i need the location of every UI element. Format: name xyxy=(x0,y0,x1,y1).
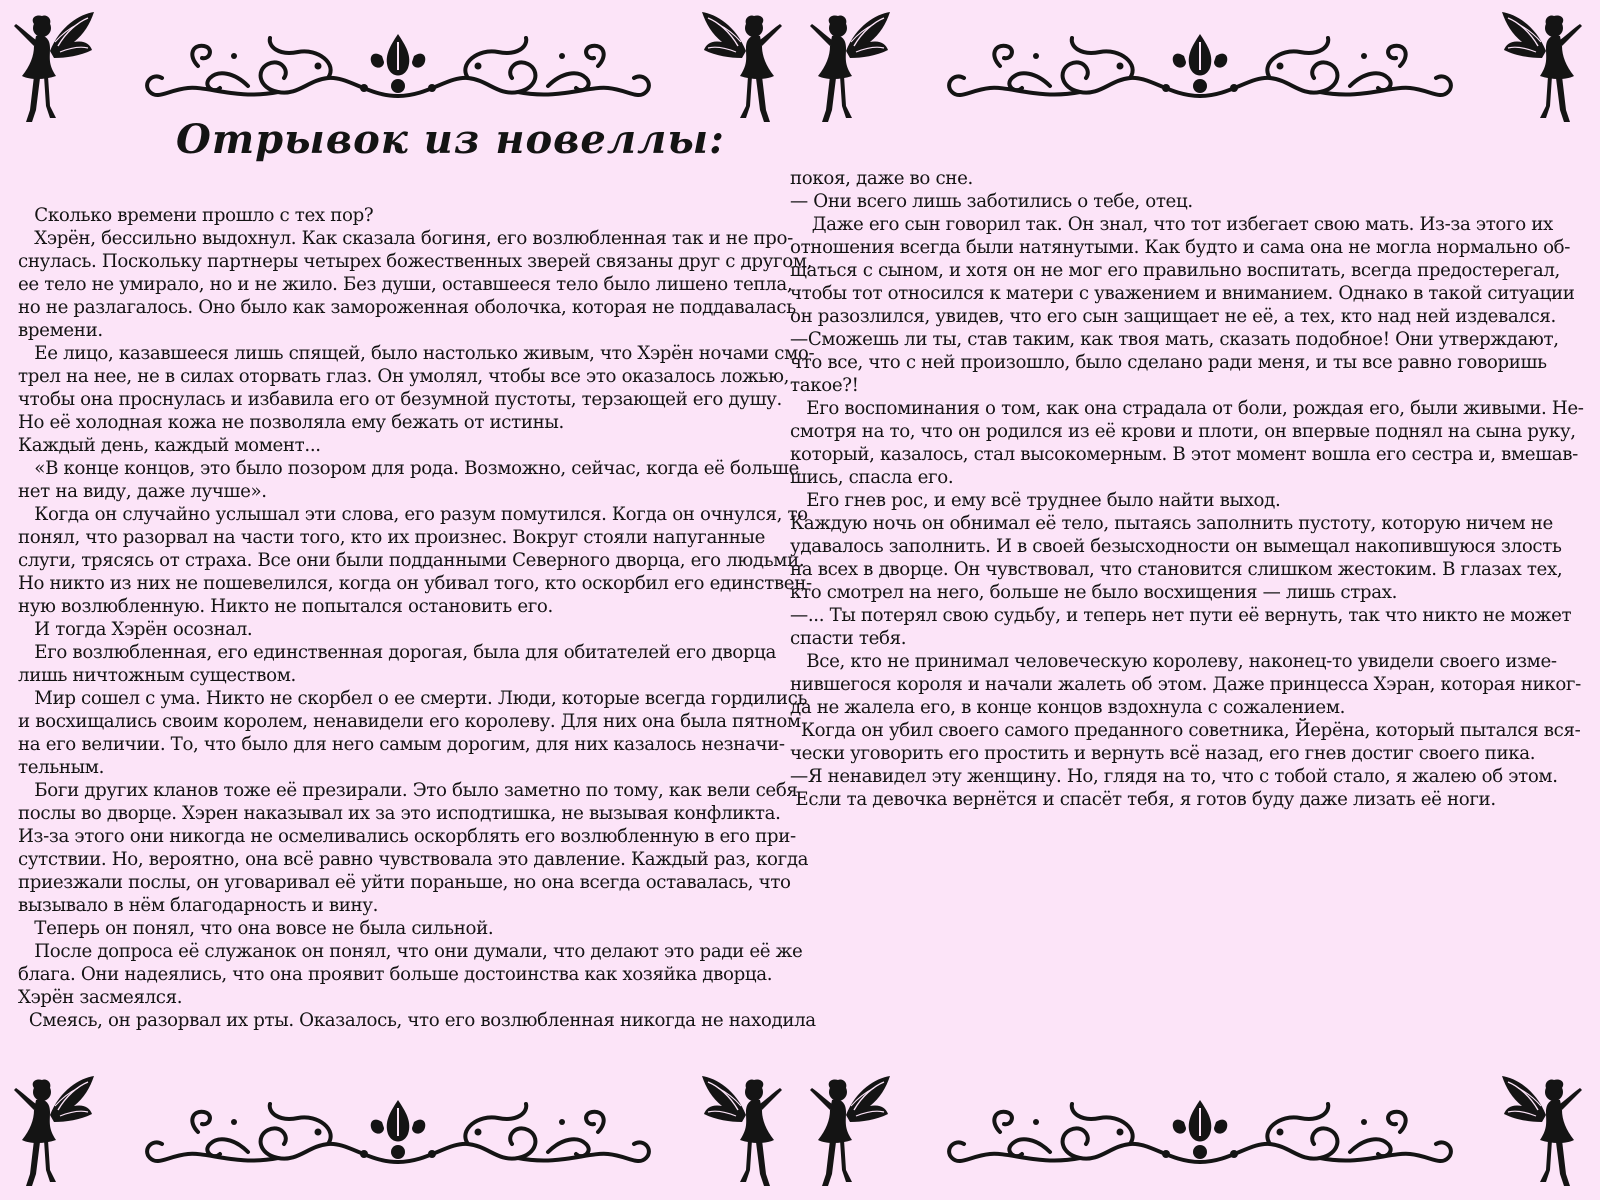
text-line: который, казалось, стал высокомерным. В этот момент вошла его сестра и, вмешав- xyxy=(790,444,1578,465)
text-line: Когда он случайно услышал эти слова, его разум помутился. Когда он очнулся, то xyxy=(18,504,808,525)
text-line: что все, что с ней произошло, было сделано ради меня, и ты все равно говоришь xyxy=(790,352,1547,373)
text-line: ную возлюбленную. Никто не попытался остановить его. xyxy=(18,596,553,617)
text-line: После допроса её служанок он понял, что они думали, что делают это ради её же xyxy=(18,941,803,962)
text-line: чтобы тот относился к матери с уважением и вниманием. Однако в такой ситуации xyxy=(790,283,1575,304)
text-line: Даже его сын говорил так. Он знал, что тот избегает свою мать. Из-за этого их xyxy=(790,214,1553,235)
text-line: чески уговорить его простить и вернуть всё назад, его гнев достиг своего пика. xyxy=(790,743,1536,764)
text-line: понял, что разорвал на части того, кто их произнес. Вокруг стояли напуганные xyxy=(18,527,766,548)
fairy-icon xyxy=(796,1070,892,1190)
text-line: Смеясь, он разорвал их рты. Оказалось, что его возлюбленная никогда не находила xyxy=(18,1010,816,1031)
ornament-swirl-icon xyxy=(138,1092,658,1172)
text-line: Его воспоминания о том, как она страдала от боли, рождая его, были живыми. Не- xyxy=(790,398,1584,419)
text-line: шись, спасла его. xyxy=(790,467,954,488)
text-line: сутствии. Но, вероятно, она всё равно чувствовала это давление. Каждый раз, когда xyxy=(18,849,809,870)
text-line: Боги других кланов тоже её презирали. Это было заметно по тому, как вели себя xyxy=(18,780,798,801)
text-column-right xyxy=(790,167,1584,811)
text-line: послы во дворце. Хэрен наказывал их за это исподтишка, не вызывая конфликта. xyxy=(18,803,781,824)
text-line: Но её холодная кожа не позволяла ему бежать от истины. xyxy=(18,412,564,433)
text-line: нет на виду, даже лучше». xyxy=(18,481,267,502)
text-line: —Сможешь ли ты, став таким, как твоя мать, сказать подобное! Они утверждают, xyxy=(790,329,1559,350)
text-line: он разозлился, увидев, что его сын защищает не её, а тех, кто над ней издевался. xyxy=(790,306,1556,327)
text-line: Его гнев рос, и ему всё труднее было найти выход. xyxy=(790,490,1281,511)
text-line: покоя, даже во сне. xyxy=(790,168,973,189)
text-line: но не разлагалось. Оно было как замороженная оболочка, которая не поддавалась xyxy=(18,297,796,318)
fairy-icon xyxy=(796,6,892,126)
fairy-icon xyxy=(0,6,96,126)
text-line: нившегося короля и начали жалеть об этом. Даже принцесса Хэран, которая никог- xyxy=(790,674,1581,695)
text-line: да не жалела его, в конце концов вздохнула с сожалением. xyxy=(790,697,1346,718)
text-line: снулась. Поскольку партнеры четырех божественных зверей связаны друг с другом, xyxy=(18,251,813,272)
text-line: отношения всегда были натянутыми. Как будто и сама она не могла нормально об- xyxy=(790,237,1571,258)
text-line: времени. xyxy=(18,320,103,341)
text-line: такое?! xyxy=(790,375,859,396)
text-line: на его величии. То, что было для него самым дорогим, для них казалось незначи- xyxy=(18,734,785,755)
text-line: на всех в дворце. Он чувствовал, что становится слишком жестоким. В глазах тех, xyxy=(790,559,1563,580)
text-line: И тогда Хэрён осознал. xyxy=(18,619,253,640)
text-line: и восхищались своим королем, ненавидели его королеву. Для них она была пятном xyxy=(18,711,801,732)
text-line: Каждый день, каждый момент... xyxy=(18,435,321,456)
text-line: Если та девочка вернётся и спасёт тебя, я готов буду даже лизать её ноги. xyxy=(790,789,1496,810)
text-line: блага. Они надеялись, что она проявит больше достоинства как хозяйка дворца. xyxy=(18,964,773,985)
text-line: щаться с сыном, и хотя он не мог его правильно воспитать, всегда предостерегал, xyxy=(790,260,1560,281)
text-line: Хэрён засмеялся. xyxy=(18,987,183,1008)
fairy-icon xyxy=(0,1070,96,1190)
fairy-icon xyxy=(1500,1070,1596,1190)
text-line: Его возлюбленная, его единственная дорогая, была для обитателей его дворца xyxy=(18,642,776,663)
text-line: Из-за этого они никогда не осмеливались оскорблять его возлюбленную в его при- xyxy=(18,826,796,847)
text-line: Но никто из них не пошевелился, когда он убивал того, кто оскорбил его единствен- xyxy=(18,573,812,594)
text-line: Каждую ночь он обнимал её тело, пытаясь заполнить пустоту, которую ничем не xyxy=(790,513,1553,534)
text-line: Ее лицо, казавшееся лишь спящей, было настолько живым, что Хэрён ночами смо- xyxy=(18,343,815,364)
text-line: Все, кто не принимал человеческую королеву, наконец-то увидели своего изме- xyxy=(790,651,1557,672)
text-line: слуги, трясясь от страха. Все они были подданными Северного дворца, его людьми. xyxy=(18,550,805,571)
text-line: вызывало в нём благодарность и вину. xyxy=(18,895,379,916)
ornament-swirl-icon xyxy=(940,1092,1460,1172)
text-line: кто смотрел на него, больше не было восхищения — лишь страх. xyxy=(790,582,1398,603)
text-column-left xyxy=(18,204,816,1032)
ornament-swirl-icon xyxy=(138,26,658,106)
page-title: Отрывок из новеллы: xyxy=(176,116,725,163)
fairy-icon xyxy=(700,1070,796,1190)
text-line: Хэрён, бессильно выдохнул. Как сказала богиня, его возлюбленная так и не про- xyxy=(18,228,793,249)
text-line: приезжали послы, он уговаривал её уйти пораньше, но она всегда оставалась, что xyxy=(18,872,791,893)
text-line: ее тело не умирало, но и не жило. Без души, оставшееся тело было лишено тепла, xyxy=(18,274,793,295)
text-line: — Они всего лишь заботились о тебе, отец. xyxy=(790,191,1193,212)
text-line: Сколько времени прошло с тех пор? xyxy=(18,205,374,226)
text-line: смотря на то, что он родился из её крови и плоти, он впервые поднял на сына руку, xyxy=(790,421,1576,442)
text-line: трел на нее, не в силах оторвать глаз. Он умолял, чтобы все это оказалось ложью, xyxy=(18,366,790,387)
fairy-icon xyxy=(1500,6,1596,126)
text-line: спасти тебя. xyxy=(790,628,907,649)
text-line: Мир сошел с ума. Никто не скорбел о ее смерти. Люди, которые всегда гордились xyxy=(18,688,808,709)
text-line: Теперь он понял, что она вовсе не была сильной. xyxy=(18,918,494,939)
text-line: —... Ты потерял свою судьбу, и теперь нет пути её вернуть, так что никто не может xyxy=(790,605,1572,626)
ornament-swirl-icon xyxy=(940,26,1460,106)
text-line: удавалось заполнить. И в своей безысходности он вымещал накопившуюся злость xyxy=(790,536,1562,557)
text-line: Когда он убил своего самого преданного советника, Йерёна, который пытался вся- xyxy=(790,720,1581,741)
fairy-icon xyxy=(700,6,796,126)
text-line: «В конце концов, это было позором для рода. Возможно, сейчас, когда её больше xyxy=(18,458,799,479)
text-line: тельным. xyxy=(18,757,105,778)
text-line: лишь ничтожным существом. xyxy=(18,665,296,686)
text-line: —Я ненавидел эту женщину. Но, глядя на то, что с тобой стало, я жалею об этом. xyxy=(790,766,1558,787)
text-line: чтобы она проснулась и избавила его от безумной пустоты, терзающей его душу. xyxy=(18,389,782,410)
